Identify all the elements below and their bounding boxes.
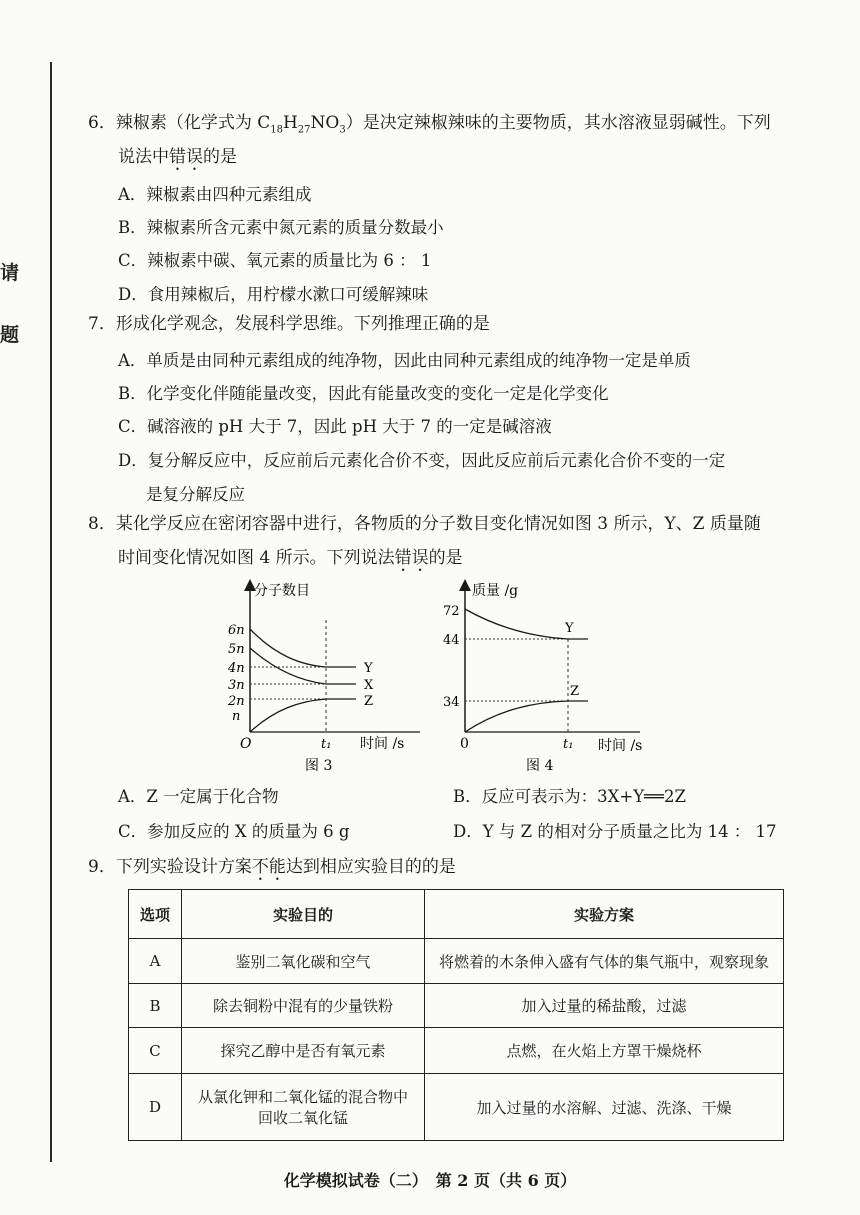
table-header-row <box>129 890 784 939</box>
margin-note-char: 题 <box>0 324 20 346</box>
fig4-caption: 图 4 <box>526 758 554 774</box>
question-7-stem: 7．形成化学观念，发展科学思维。下列推理正确的是 <box>88 314 490 334</box>
table-cell-plan: 点燃，在火焰上方罩干燥烧杯 <box>425 1028 784 1074</box>
fig3-curve-y <box>250 629 356 667</box>
fig3-ytick: 5n <box>228 642 245 657</box>
table-cell-option: A <box>129 939 182 984</box>
question-6-stem-cont: 说法中错误的是 <box>118 147 237 167</box>
binding-margin-line <box>50 62 52 1162</box>
experiment-table <box>128 889 784 1141</box>
table-cell-goal: 鉴别二氧化碳和空气 <box>182 939 425 984</box>
question-7-option-a: A．单质是由同种元素组成的纯净物，因此由同种元素组成的纯净物一定是单质 <box>118 351 691 370</box>
table-header: 选项 <box>129 890 182 939</box>
page-footer: 化学模拟试卷（二） 第 2 页（共 6 页） <box>283 1171 577 1190</box>
question-8-stem: 8．某化学反应在密闭容器中进行，各物质的分子数目变化情况如图 3 所示，Y、Z 质量随 <box>88 514 761 534</box>
margin-note-char: 请 <box>0 262 20 284</box>
fig4-origin: 0 <box>460 736 469 752</box>
table-cell-option: C <box>129 1028 182 1074</box>
fig3-ytick: 6n <box>228 623 245 638</box>
question-7-option-b: B．化学变化伴随能量改变，因此有能量改变的变化一定是化学变化 <box>118 384 609 403</box>
fig3-ytick: n <box>232 709 241 724</box>
fig4-curve-z <box>465 701 588 732</box>
table-row <box>129 939 784 984</box>
fig3-ytick: 3n <box>228 678 245 693</box>
question-9-stem: 9．下列实验设计方案不能达到相应实验目的的是 <box>88 857 456 877</box>
question-7-option-d-cont: 是复分解反应 <box>146 485 245 504</box>
fig4-t1: t₁ <box>563 737 574 752</box>
fig3-y-label: 分子数目 <box>254 583 310 599</box>
fig3-ytick: 4n <box>228 661 245 676</box>
fig4-ytick: 34 <box>443 695 460 710</box>
fig3-t1: t₁ <box>321 737 332 752</box>
question-6-option-d: D．食用辣椒后，用柠檬水漱口可缓解辣味 <box>118 285 429 304</box>
question-8-option-a: A．Z 一定属于化合物 <box>118 787 279 806</box>
question-6-option-a: A．辣椒素由四种元素组成 <box>118 185 312 204</box>
fig4-label-y: Y <box>565 621 574 636</box>
table-cell-goal: 除去铜粉中混有的少量铁粉 <box>182 984 425 1028</box>
fig4-y-label: 质量 /g <box>472 583 519 599</box>
question-8-option-b: B．反应可表示为：3X+Y══2Z <box>453 787 686 806</box>
figure-4-mass-graph <box>440 575 650 780</box>
goal-line: 从氯化钾和二氧化锰的混合物中 <box>197 1088 408 1106</box>
fig4-ytick: 44 <box>443 633 460 648</box>
question-6-option-c: C．辣椒素中碳、氧元素的质量比为 6 ： 1 <box>118 251 432 270</box>
fig3-label-y: Y <box>364 661 373 676</box>
fig4-ytick: 72 <box>443 604 460 619</box>
fig4-x-label: 时间 /s <box>598 738 643 754</box>
fig3-x-label: 时间 /s <box>360 736 405 752</box>
figure-3-molecule-count-graph <box>220 575 430 780</box>
table-row <box>129 1028 784 1074</box>
fig3-origin: O <box>240 736 252 752</box>
fig3-caption: 图 3 <box>305 758 333 774</box>
table-row <box>129 1074 784 1141</box>
fig3-label-z: Z <box>364 694 374 709</box>
question-6-stem: 6．辣椒素（化学式为 $C_{18}H_{27}NO_3$）是决定辣椒辣味的主要物质，其水溶液显弱碱性。下列 <box>88 113 771 136</box>
table-header: 实验目的 <box>182 890 425 939</box>
table-cell-plan: 加入过量的稀盐酸，过滤 <box>425 984 784 1028</box>
fig3-ytick: 2n <box>228 694 245 709</box>
question-8-option-d: D．Y 与 Z 的相对分子质量之比为 14 ： 17 <box>453 822 777 841</box>
table-cell-goal: 探究乙醇中是否有氧元素 <box>182 1028 425 1074</box>
fig3-curve-z <box>250 699 356 732</box>
fig3-curve-x <box>250 648 356 684</box>
goal-line: 回收二氧化锰 <box>257 1109 348 1127</box>
fig4-label-z: Z <box>570 684 580 699</box>
table-row <box>129 984 784 1028</box>
table-cell-option: B <box>129 984 182 1028</box>
table-cell-option: D <box>129 1074 182 1141</box>
table-cell-plan: 将燃着的木条伸入盛有气体的集气瓶中，观察现象 <box>425 939 784 984</box>
table-cell-goal <box>182 1074 425 1141</box>
question-7-option-d: D．复分解反应中，反应前后元素化合价不变，因此反应前后元素化合价不变的一定 <box>118 451 726 470</box>
question-7-option-c: C．碱溶液的 pH 大于 7，因此 pH 大于 7 的一定是碱溶液 <box>118 417 552 436</box>
table-cell-plan: 加入过量的水溶解、过滤、洗涤、干燥 <box>425 1074 784 1141</box>
question-8-option-c: C．参加反应的 X 的质量为 6 g <box>118 822 350 841</box>
fig3-label-x: X <box>364 678 374 693</box>
question-6-option-b: B．辣椒素所含元素中氮元素的质量分数最小 <box>118 218 444 237</box>
question-8-stem-cont: 时间变化情况如图 4 所示。下列说法错误的是 <box>118 548 463 568</box>
table-header: 实验方案 <box>425 890 784 939</box>
